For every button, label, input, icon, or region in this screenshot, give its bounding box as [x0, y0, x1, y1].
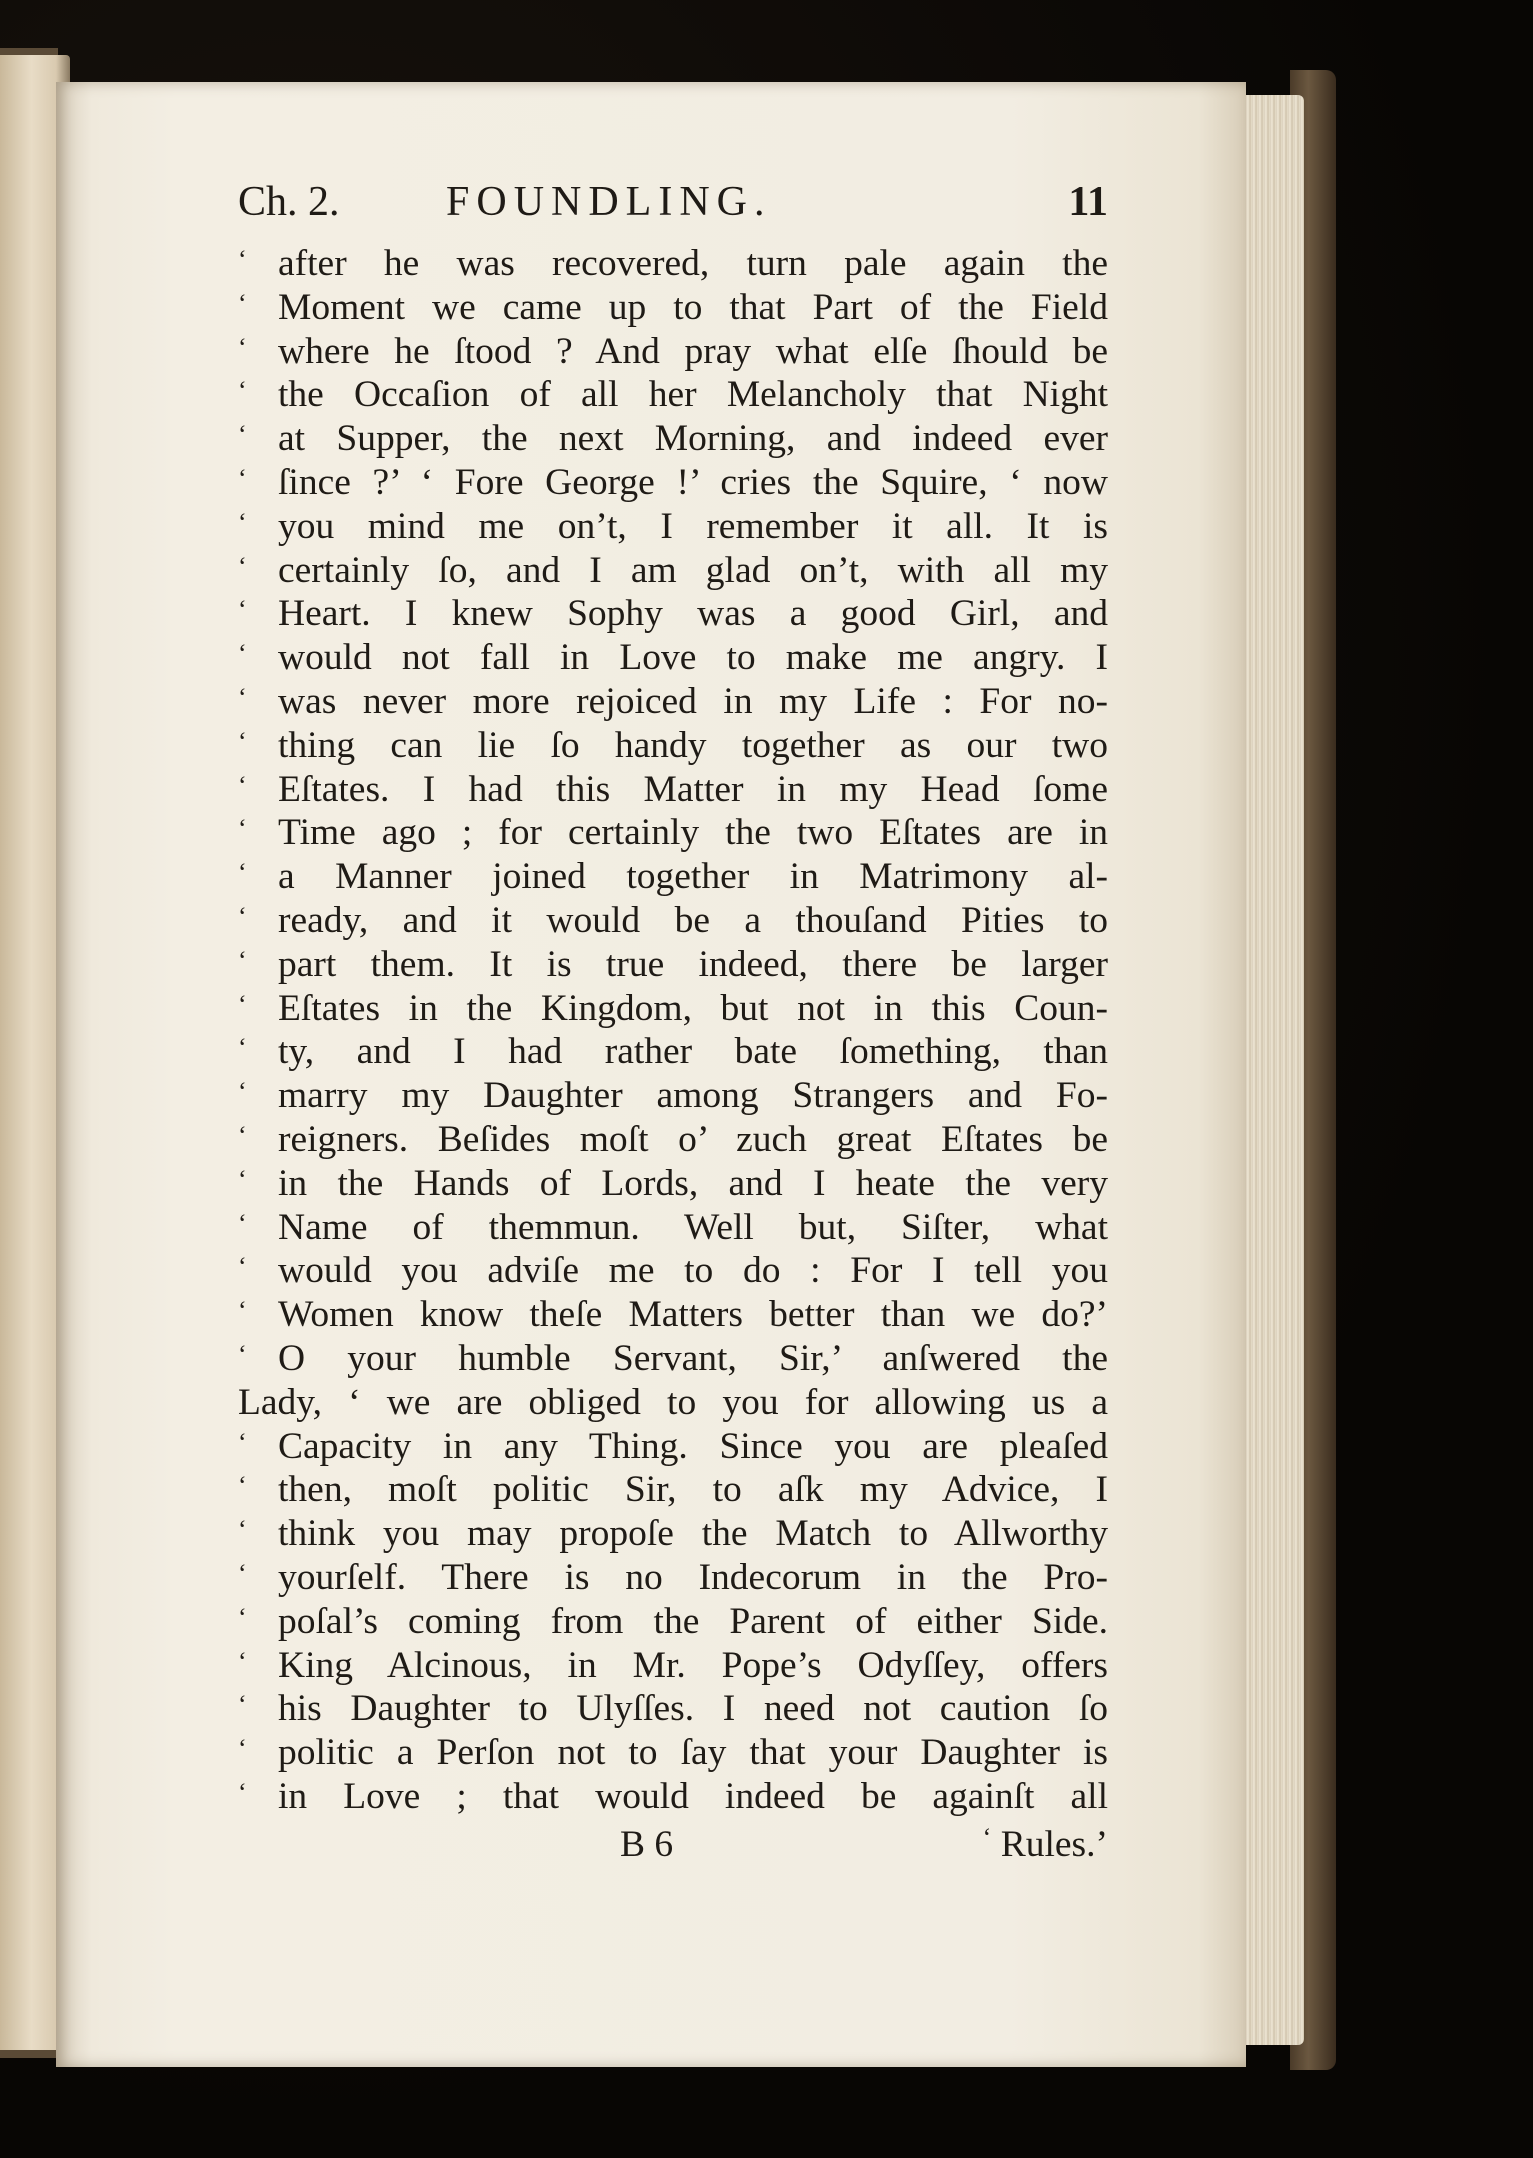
- text-line: [238, 1731, 1108, 1775]
- quote-mark: ‘: [238, 1339, 247, 1369]
- catchword-quote-mark: ‘: [982, 1822, 992, 1852]
- text-line: [238, 549, 1108, 593]
- text-line: [238, 1468, 1108, 1512]
- quote-mark: ‘: [238, 639, 247, 669]
- quote-mark: ‘: [238, 332, 247, 362]
- signature-mark: B 6: [620, 1823, 674, 1865]
- quote-mark: ‘: [238, 551, 247, 581]
- line-text: Time ago ; for certainly the two Eſtates are in: [278, 812, 1108, 854]
- line-text: marry my Daughter among Strangers and Fo-: [278, 1075, 1108, 1117]
- page-fore-edge: [1240, 95, 1304, 2045]
- text-line: [238, 943, 1108, 987]
- quote-mark: ‘: [238, 595, 247, 625]
- text-line: [238, 1118, 1108, 1162]
- text-line: [238, 811, 1108, 855]
- quote-mark: ‘: [238, 1515, 247, 1545]
- quote-mark: ‘: [238, 1033, 247, 1063]
- line-text: then, moſt politic Sir, to aſk my Advice, I: [278, 1469, 1108, 1511]
- quote-mark: ‘: [238, 1602, 247, 1632]
- chapter-label: Ch. 2.: [238, 179, 340, 225]
- body-text: [238, 242, 1108, 1819]
- line-text: Women know theſe Matters better than we do?’: [278, 1294, 1108, 1336]
- line-text: a Manner joined together in Matrimony al-: [278, 856, 1108, 898]
- text-line: [238, 1162, 1108, 1206]
- quote-mark: ‘: [238, 245, 247, 274]
- running-head: [238, 178, 1108, 240]
- text-line: [238, 1512, 1108, 1556]
- running-title: FOUNDLING.: [446, 179, 772, 225]
- line-text: certainly ſo, and I am glad on’t, with all my: [278, 549, 1108, 591]
- line-text: ty, and I had rather bate ſomething, than: [278, 1031, 1108, 1073]
- quote-mark: ‘: [238, 463, 247, 493]
- line-text: reigners. Beſides moſt o’ zuch great Eſtates be: [278, 1118, 1108, 1160]
- line-text: his Daughter to Ulyſſes. I need not caution ſo: [278, 1688, 1108, 1730]
- line-text: ready, and it would be a thouſand Pities to: [278, 899, 1108, 941]
- quote-mark: ‘: [238, 945, 247, 975]
- text-line: [238, 286, 1108, 330]
- text-line: [238, 242, 1108, 286]
- catchword: [983, 1823, 1108, 1866]
- text-line: [238, 1600, 1108, 1644]
- text-line: [238, 505, 1108, 549]
- text-line: [238, 987, 1108, 1031]
- quote-mark: ‘: [238, 770, 247, 800]
- text-line: [238, 1293, 1108, 1337]
- line-text: O your humble Servant, Sir,’ anſwered the: [278, 1337, 1108, 1379]
- line-text: thing can lie ſo handy together as our two: [278, 724, 1108, 766]
- text-line: [238, 373, 1108, 417]
- text-line: [238, 461, 1108, 505]
- text-line: [238, 680, 1108, 724]
- line-text: ſince ?’ ‘ Fore George !’ cries the Squire, ‘ now: [278, 461, 1108, 503]
- quote-mark: ‘: [238, 1296, 247, 1326]
- quote-mark: ‘: [238, 376, 247, 406]
- text-line: [238, 1381, 1108, 1425]
- line-text: the Occaſion of all her Melancholy that Night: [278, 374, 1108, 416]
- text-line: [238, 1775, 1108, 1819]
- line-text: politic a Perſon not to ſay that your Daughter is: [278, 1732, 1108, 1774]
- quote-mark: ‘: [238, 507, 247, 537]
- quote-mark: ‘: [238, 1690, 247, 1720]
- quote-mark: ‘: [238, 1208, 247, 1238]
- line-text: yourſelf. There is no Indecorum in the Pro-: [278, 1556, 1108, 1598]
- quote-mark: ‘: [238, 1734, 247, 1764]
- line-text: part them. It is true indeed, there be larger: [278, 943, 1108, 985]
- line-text: you mind me on’t, I remember it all. It is: [278, 505, 1108, 547]
- quote-mark: ‘: [238, 420, 247, 450]
- text-line: [238, 1337, 1108, 1381]
- text-line: [238, 1074, 1108, 1118]
- line-text: Heart. I knew Sophy was a good Girl, and: [278, 593, 1108, 635]
- text-line: [238, 855, 1108, 899]
- text-line: [238, 724, 1108, 768]
- line-text: at Supper, the next Morning, and indeed ever: [278, 418, 1108, 460]
- quote-mark: ‘: [238, 814, 247, 844]
- text-line: [238, 1556, 1108, 1600]
- quote-mark: ‘: [238, 726, 247, 756]
- line-text: think you may propoſe the Match to Allworthy: [278, 1513, 1108, 1555]
- page-text-block: [238, 178, 1108, 1873]
- line-text: was never more rejoiced in my Life : For no-: [278, 680, 1108, 722]
- page-footer: [238, 1823, 1108, 1873]
- text-line: [238, 592, 1108, 636]
- line-text: King Alcinous, in Mr. Pope’s Odyſſey, offers: [278, 1644, 1108, 1686]
- quote-mark: ‘: [238, 288, 247, 318]
- quote-mark: ‘: [238, 901, 247, 931]
- quote-mark: ‘: [238, 1777, 247, 1807]
- line-text: Lady, ‘ we are obliged to you for allowing us a: [238, 1381, 1108, 1423]
- quote-mark: ‘: [238, 1252, 247, 1282]
- quote-mark: ‘: [238, 1427, 247, 1457]
- text-line: [238, 330, 1108, 374]
- quote-mark: ‘: [238, 1646, 247, 1676]
- quote-mark: ‘: [238, 1471, 247, 1501]
- text-line: [238, 1644, 1108, 1688]
- text-line: [238, 1425, 1108, 1469]
- text-line: [238, 1030, 1108, 1074]
- text-line: [238, 768, 1108, 812]
- quote-mark: ‘: [238, 682, 247, 712]
- line-text: in Love ; that would indeed be againſt all: [278, 1775, 1108, 1817]
- line-text: Eſtates in the Kingdom, but not in this Coun-: [278, 987, 1108, 1029]
- line-text: would not fall in Love to make me angry. I: [278, 637, 1108, 679]
- quote-mark: ‘: [238, 1558, 247, 1588]
- line-text: would you adviſe me to do : For I tell you: [278, 1250, 1108, 1292]
- line-text: after he was recovered, turn pale again the: [278, 243, 1108, 284]
- text-line: [238, 1687, 1108, 1731]
- quote-mark: ‘: [238, 1120, 247, 1150]
- page-number: 11: [1068, 179, 1108, 225]
- text-line: [238, 1249, 1108, 1293]
- line-text: poſal’s coming from the Parent of either Side.: [278, 1600, 1108, 1642]
- line-text: Name of themmun. Well but, Siſter, what: [278, 1206, 1108, 1248]
- quote-mark: ‘: [238, 1164, 247, 1194]
- text-line: [238, 636, 1108, 680]
- line-text: in the Hands of Lords, and I heate the very: [278, 1162, 1108, 1204]
- line-text: Moment we came up to that Part of the Field: [278, 286, 1108, 328]
- text-line: [238, 899, 1108, 943]
- line-text: Capacity in any Thing. Since you are pleaſed: [278, 1425, 1108, 1467]
- line-text: where he ſtood ? And pray what elſe ſhould be: [278, 330, 1108, 372]
- quote-mark: ‘: [238, 1077, 247, 1107]
- quote-mark: ‘: [238, 858, 247, 888]
- quote-mark: ‘: [238, 989, 247, 1019]
- text-line: [238, 1206, 1108, 1250]
- catchword-text: Rules.’: [1000, 1823, 1108, 1865]
- text-line: [238, 417, 1108, 461]
- line-text: Eſtates. I had this Matter in my Head ſome: [278, 768, 1108, 810]
